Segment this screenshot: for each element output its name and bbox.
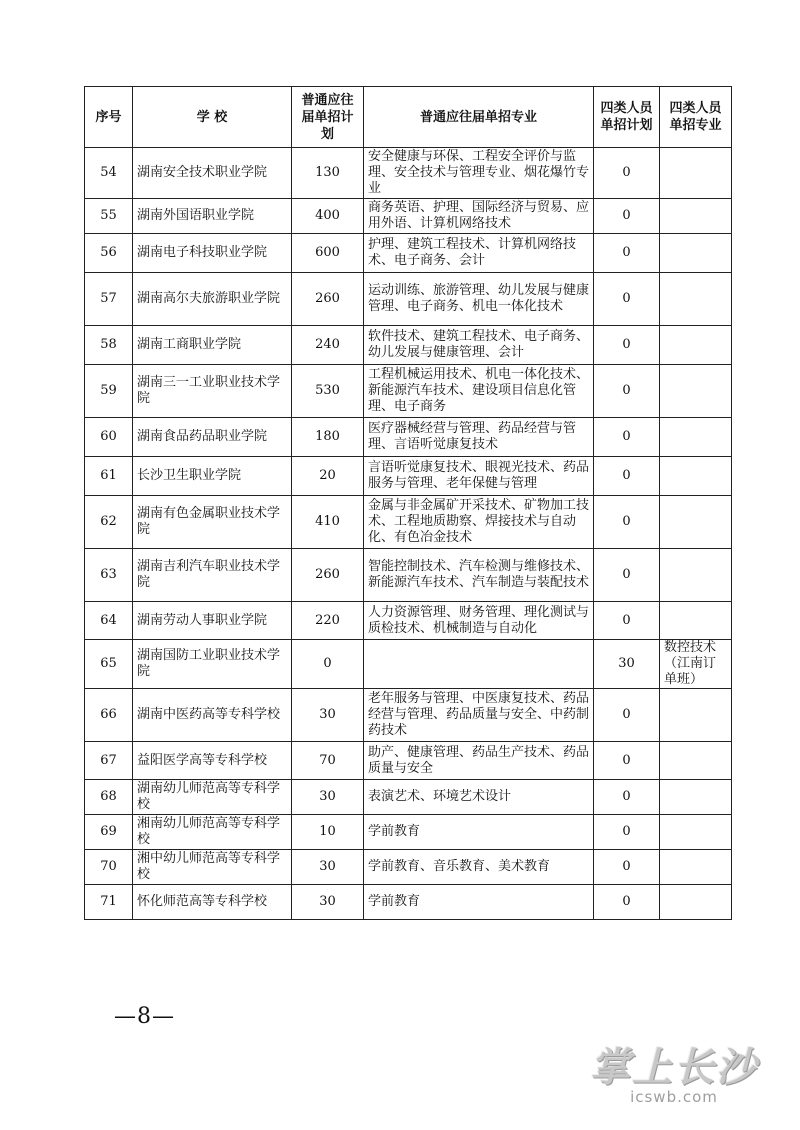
- cell-four-majors: [660, 689, 732, 742]
- cell-no: 62: [85, 496, 133, 549]
- cell-four-majors: [660, 273, 732, 326]
- table-row: [85, 602, 732, 640]
- cell-majors: 智能控制技术、汽车检测与维修技术、新能源汽车技术、汽车制造与装配技术: [364, 549, 594, 602]
- cell-four-plan: 0: [594, 234, 660, 273]
- cell-plan: 70: [292, 742, 364, 780]
- cell-four-majors: [660, 199, 732, 234]
- cell-majors: 医疗器械经营与管理、药品经营与管理、言语听觉康复技术: [364, 418, 594, 457]
- header-school: 学 校: [133, 87, 292, 148]
- watermark: [584, 1044, 764, 1106]
- cell-four-majors: [660, 850, 732, 885]
- cell-school: 湖南中医药高等专科学校: [133, 689, 292, 742]
- cell-majors: 助产、健康管理、药品生产技术、药品质量与安全: [364, 742, 594, 780]
- cell-majors: 学前教育: [364, 885, 594, 920]
- header-plan: 普通应往届单招计划: [292, 87, 364, 148]
- cell-school: 湘中幼儿师范高等专科学校: [133, 850, 292, 885]
- cell-four-plan: 0: [594, 418, 660, 457]
- cell-no: 70: [85, 850, 133, 885]
- cell-four-plan: 0: [594, 742, 660, 780]
- cell-school: 湘南幼儿师范高等专科学校: [133, 815, 292, 850]
- cell-majors: 运动训练、旅游管理、幼儿发展与健康管理、电子商务、机电一体化技术: [364, 273, 594, 326]
- cell-plan: 260: [292, 549, 364, 602]
- table-row: [85, 273, 732, 326]
- cell-majors: 人力资源管理、财务管理、理化测试与质检技术、机械制造与自动化: [364, 602, 594, 640]
- table-row: [85, 457, 732, 496]
- cell-four-plan: 0: [594, 273, 660, 326]
- cell-school: 湖南高尔夫旅游职业学院: [133, 273, 292, 326]
- table-row: [85, 549, 732, 602]
- cell-majors: 老年服务与管理、中医康复技术、药品经营与管理、药品质量与安全、中药制药技术: [364, 689, 594, 742]
- cell-plan: 30: [292, 689, 364, 742]
- cell-majors: 学前教育: [364, 815, 594, 850]
- cell-majors: [364, 640, 594, 689]
- cell-plan: 180: [292, 418, 364, 457]
- cell-school: 湖南劳动人事职业学院: [133, 602, 292, 640]
- cell-plan: 30: [292, 780, 364, 815]
- cell-four-plan: 0: [594, 365, 660, 418]
- cell-four-majors: [660, 602, 732, 640]
- cell-four-plan: 0: [594, 815, 660, 850]
- table-row: [85, 850, 732, 885]
- table-row: [85, 148, 732, 199]
- cell-majors: 学前教育、音乐教育、美术教育: [364, 850, 594, 885]
- cell-majors: 软件技术、建筑工程技术、电子商务、幼儿发展与健康管理、会计: [364, 326, 594, 365]
- cell-school: 湖南电子科技职业学院: [133, 234, 292, 273]
- header-four-majors: 四类人员单招专业: [660, 87, 732, 148]
- cell-no: 55: [85, 199, 133, 234]
- cell-four-plan: 0: [594, 457, 660, 496]
- cell-four-plan: 0: [594, 885, 660, 920]
- watermark-url: icswb.com: [630, 1088, 718, 1106]
- cell-no: 60: [85, 418, 133, 457]
- cell-no: 71: [85, 885, 133, 920]
- page-number: —8—: [114, 1004, 175, 1029]
- table-row: [85, 780, 732, 815]
- cell-four-plan: 0: [594, 326, 660, 365]
- cell-four-majors: [660, 780, 732, 815]
- cell-plan: 600: [292, 234, 364, 273]
- cell-four-plan: 0: [594, 148, 660, 199]
- cell-four-majors: [660, 742, 732, 780]
- cell-school: 湖南三一工业职业技术学院: [133, 365, 292, 418]
- cell-plan: 0: [292, 640, 364, 689]
- cell-no: 65: [85, 640, 133, 689]
- cell-four-majors: [660, 457, 732, 496]
- table-row: [85, 418, 732, 457]
- cell-school: 湖南工商职业学院: [133, 326, 292, 365]
- table-row: [85, 234, 732, 273]
- table-row: [85, 742, 732, 780]
- cell-four-plan: 0: [594, 199, 660, 234]
- cell-school: 湖南幼儿师范高等专科学校: [133, 780, 292, 815]
- cell-no: 56: [85, 234, 133, 273]
- cell-no: 61: [85, 457, 133, 496]
- table-row: [85, 689, 732, 742]
- cell-no: 57: [85, 273, 133, 326]
- cell-plan: 410: [292, 496, 364, 549]
- cell-no: 63: [85, 549, 133, 602]
- admissions-plan-table: [84, 86, 732, 920]
- header-four-plan: 四类人员单招计划: [594, 87, 660, 148]
- cell-plan: 30: [292, 885, 364, 920]
- table-row: [85, 496, 732, 549]
- cell-majors: 安全健康与环保、工程安全评价与监理、安全技术与管理专业、烟花爆竹专业: [364, 148, 594, 199]
- cell-plan: 240: [292, 326, 364, 365]
- cell-four-plan: 30: [594, 640, 660, 689]
- table-row: [85, 885, 732, 920]
- table-body: [85, 148, 732, 920]
- cell-no: 69: [85, 815, 133, 850]
- cell-four-plan: 0: [594, 780, 660, 815]
- cell-majors: 言语听觉康复技术、眼视光技术、药品服务与管理、老年保健与管理: [364, 457, 594, 496]
- cell-no: 68: [85, 780, 133, 815]
- cell-majors: 护理、建筑工程技术、计算机网络技术、电子商务、会计: [364, 234, 594, 273]
- cell-four-majors: [660, 418, 732, 457]
- cell-school: 湖南食品药品职业学院: [133, 418, 292, 457]
- cell-school: 益阳医学高等专科学校: [133, 742, 292, 780]
- cell-plan: 260: [292, 273, 364, 326]
- cell-school: 湖南吉利汽车职业技术学院: [133, 549, 292, 602]
- cell-plan: 220: [292, 602, 364, 640]
- cell-school: 湖南国防工业职业技术学院: [133, 640, 292, 689]
- cell-four-majors: [660, 365, 732, 418]
- header-no: 序号: [85, 87, 133, 148]
- cell-no: 59: [85, 365, 133, 418]
- table-header-row: [85, 87, 732, 148]
- cell-no: 66: [85, 689, 133, 742]
- cell-four-majors: [660, 148, 732, 199]
- cell-school: 长沙卫生职业学院: [133, 457, 292, 496]
- cell-plan: 20: [292, 457, 364, 496]
- cell-majors: 商务英语、护理、国际经济与贸易、应用外语、计算机网络技术: [364, 199, 594, 234]
- cell-four-majors: [660, 234, 732, 273]
- cell-school: 湖南安全技术职业学院: [133, 148, 292, 199]
- cell-four-majors: [660, 326, 732, 365]
- header-majors: 普通应往届单招专业: [364, 87, 594, 148]
- table-row: [85, 640, 732, 689]
- cell-plan: 130: [292, 148, 364, 199]
- cell-no: 54: [85, 148, 133, 199]
- cell-school: 怀化师范高等专科学校: [133, 885, 292, 920]
- cell-four-plan: 0: [594, 549, 660, 602]
- table-row: [85, 199, 732, 234]
- cell-four-majors: [660, 549, 732, 602]
- cell-plan: 530: [292, 365, 364, 418]
- cell-majors: 表演艺术、环境艺术设计: [364, 780, 594, 815]
- cell-no: 64: [85, 602, 133, 640]
- cell-four-plan: 0: [594, 602, 660, 640]
- cell-four-majors: [660, 815, 732, 850]
- cell-four-majors: [660, 496, 732, 549]
- cell-school: 湖南外国语职业学院: [133, 199, 292, 234]
- table-row: [85, 326, 732, 365]
- cell-school: 湖南有色金属职业技术学院: [133, 496, 292, 549]
- cell-majors: 金属与非金属矿开采技术、矿物加工技术、工程地质勘察、焊接技术与自动化、有色冶金技术: [364, 496, 594, 549]
- cell-majors: 工程机械运用技术、机电一体化技术、新能源汽车技术、建设项目信息化管理、电子商务: [364, 365, 594, 418]
- cell-plan: 400: [292, 199, 364, 234]
- cell-no: 67: [85, 742, 133, 780]
- cell-plan: 30: [292, 850, 364, 885]
- cell-four-plan: 0: [594, 689, 660, 742]
- cell-four-plan: 0: [594, 496, 660, 549]
- cell-no: 58: [85, 326, 133, 365]
- cell-plan: 10: [292, 815, 364, 850]
- cell-four-plan: 0: [594, 850, 660, 885]
- cell-four-majors: 数控技术（江南订单班）: [660, 640, 732, 689]
- table-row: [85, 815, 732, 850]
- cell-four-majors: [660, 885, 732, 920]
- watermark-logo: 掌上长沙: [590, 1045, 758, 1091]
- table-row: [85, 365, 732, 418]
